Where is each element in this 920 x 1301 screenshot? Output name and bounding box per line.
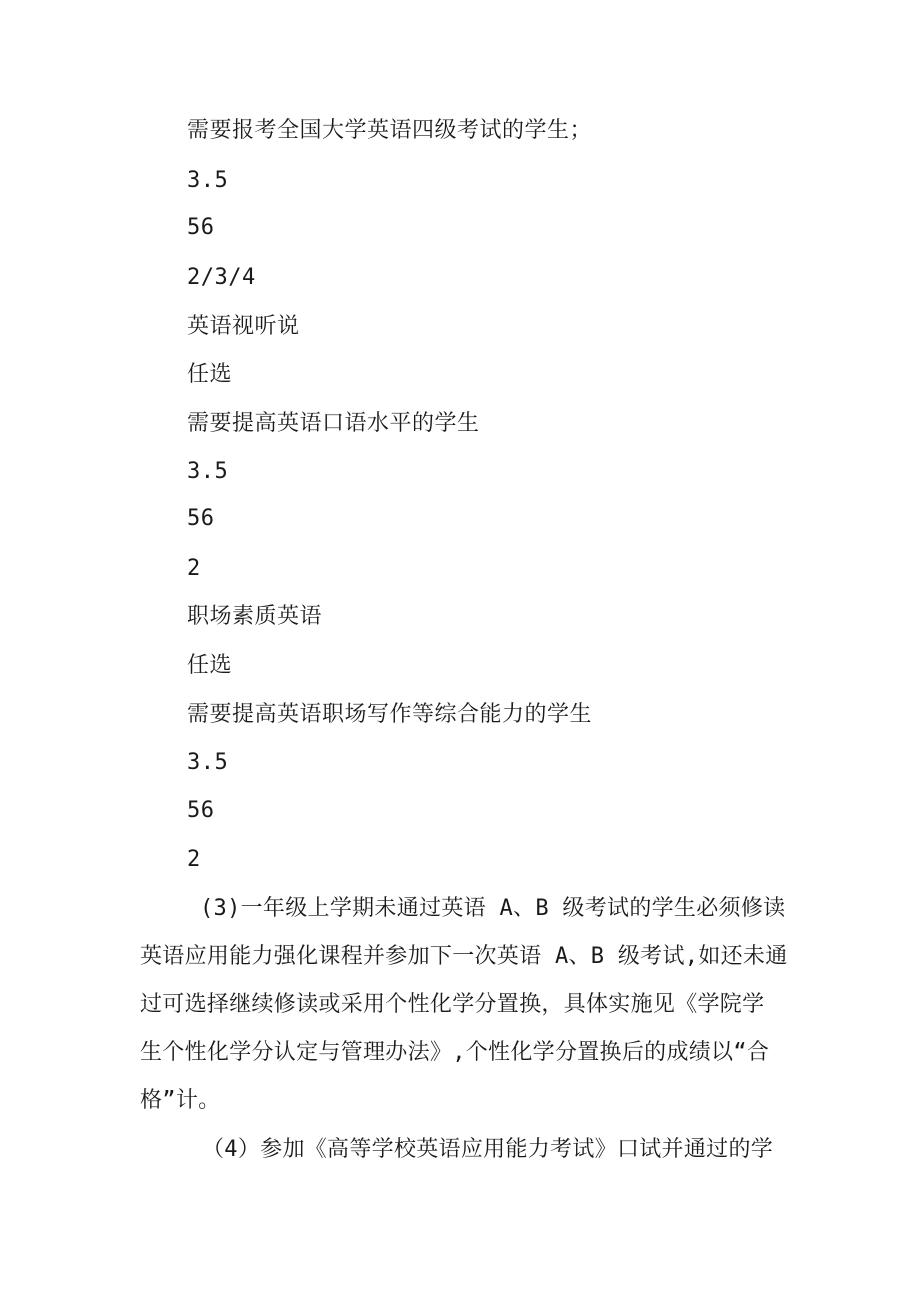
course-hours: 56 bbox=[187, 215, 215, 240]
course-type: 任选 bbox=[187, 362, 233, 387]
paragraph-3-line: 生个性化学分认定与管理办法》,个性化学分置换后的成绩以“合 bbox=[140, 1040, 770, 1065]
paragraph-3-line: (3)一年级上学期未通过英语 A、B 级考试的学生必须修读 bbox=[200, 896, 786, 921]
course-target-students-cet4: 需要报考全国大学英语四级考试的学生； bbox=[187, 118, 593, 143]
course-target-students: 需要提高英语职场写作等综合能力的学生 bbox=[187, 702, 593, 727]
course-semester: 2 bbox=[187, 847, 201, 872]
course-credits: 3.5 bbox=[187, 168, 229, 193]
course-type: 任选 bbox=[187, 653, 233, 678]
course-semester: 2/3/4 bbox=[187, 265, 256, 290]
course-semester: 2 bbox=[187, 556, 201, 581]
paragraph-3 bbox=[140, 885, 788, 1125]
course-credits: 3.5 bbox=[187, 750, 229, 775]
course-name-workplace-english: 职场素质英语 bbox=[187, 604, 323, 629]
course-credits: 3.5 bbox=[187, 459, 229, 484]
course-hours: 56 bbox=[187, 506, 215, 531]
paragraph-3-line: 过可选择继续修读或采用个性化学分置换，具体实施见《学院学 bbox=[140, 992, 765, 1017]
course-hours: 56 bbox=[187, 798, 215, 823]
paragraph-3-line: 格”计。 bbox=[140, 1088, 221, 1113]
paragraph-4 bbox=[140, 1126, 785, 1174]
paragraph-3-line: 英语应用能力强化课程并参加下一次英语 A、B 级考试,如还未通 bbox=[140, 944, 788, 969]
paragraph-4-line: （4）参加《高等学校英语应用能力考试》口试并通过的学 bbox=[202, 1137, 774, 1162]
course-name-listening-speaking: 英语视听说 bbox=[187, 314, 300, 339]
course-target-students: 需要提高英语口语水平的学生 bbox=[187, 411, 480, 436]
